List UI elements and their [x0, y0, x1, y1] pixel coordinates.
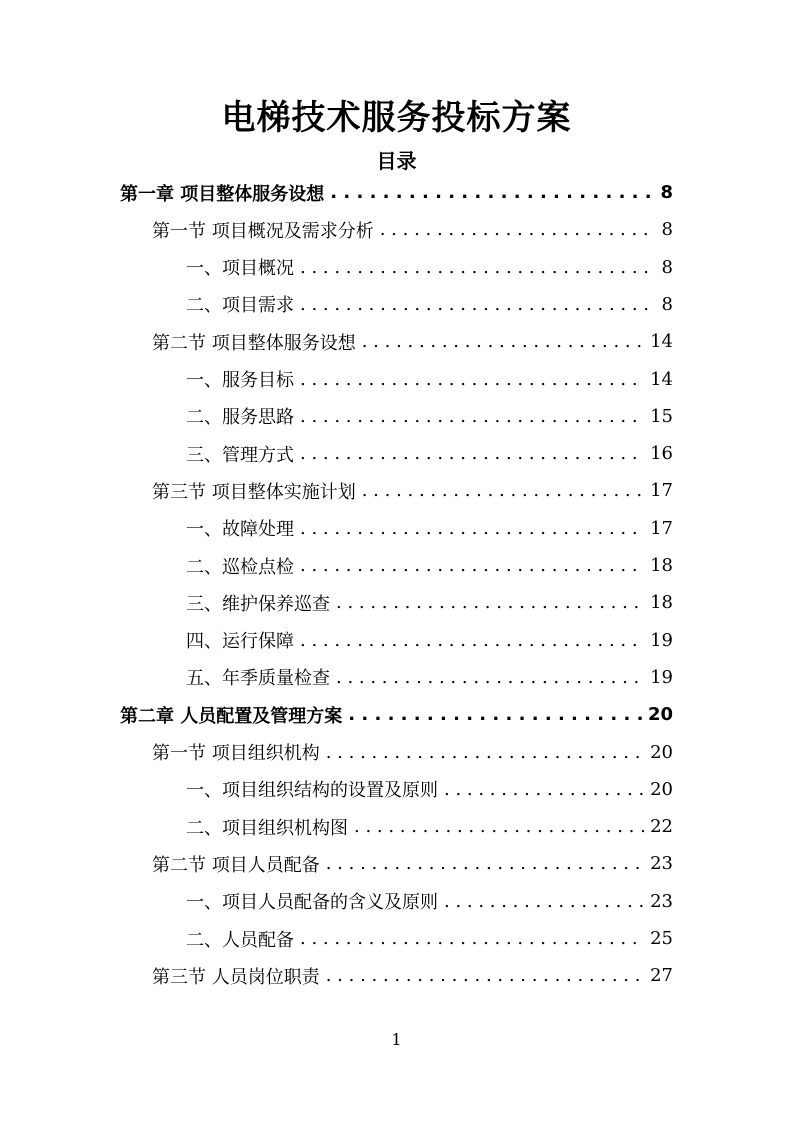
toc-entry-section[interactable]: [152, 957, 673, 994]
toc-entry-label: 第一节 项目概况及需求分析: [152, 220, 374, 242]
toc-entry-label: 第三节 人员岗位职责: [152, 966, 320, 988]
toc-entry-page-number: 8: [661, 293, 673, 315]
toc-entry-item[interactable]: [186, 510, 673, 547]
toc-entry-page-number: 25: [650, 928, 673, 949]
toc-dot-leader: [300, 257, 656, 278]
toc-dot-leader: [300, 294, 656, 315]
toc-entry-chapter[interactable]: [120, 696, 673, 733]
toc-entry-page-number: 22: [650, 816, 673, 838]
toc-entry-page-number: 19: [650, 666, 673, 688]
toc-dot-leader: [326, 742, 644, 763]
toc-entry-item[interactable]: [186, 883, 673, 920]
toc-entry-label: 二、服务思路: [186, 407, 294, 429]
toc-entry-item[interactable]: [186, 808, 673, 845]
toc-dot-leader: [300, 518, 644, 539]
toc-entry-page-number: 18: [650, 555, 673, 576]
toc-entry-page-number: 8: [661, 219, 673, 241]
toc-entry-chapter[interactable]: [120, 174, 673, 211]
toc-entry-page-number: 20: [647, 704, 673, 726]
toc-entry-label: 二、巡检点检: [186, 556, 294, 578]
toc-entry-page-number: 16: [650, 443, 673, 465]
toc-entry-label: 四、运行保障: [186, 631, 294, 653]
toc-entry-label: 一、项目组织结构的设置及原则: [186, 780, 438, 802]
toc-entry-page-number: 20: [650, 778, 673, 800]
toc-entry-item[interactable]: [186, 249, 673, 286]
toc-dot-leader: [330, 182, 654, 203]
toc-entry-item[interactable]: [186, 435, 673, 472]
toc-dot-leader: [444, 779, 644, 800]
toc-entry-label: 二、项目组织机构图: [186, 817, 348, 839]
toc-dot-leader: [444, 891, 644, 912]
toc-entry-label: 第三节 项目整体实施计划: [152, 481, 356, 503]
toc-entry-label: 第二节 项目整体服务设想: [152, 332, 356, 354]
toc-entry-section[interactable]: [152, 211, 673, 248]
toc-entry-page-number: 20: [650, 741, 673, 763]
toc-entry-label: 二、人员配备: [186, 929, 294, 951]
toc-dot-leader: [300, 630, 644, 651]
toc-entry-item[interactable]: [186, 584, 673, 621]
toc-dot-leader: [348, 704, 642, 725]
toc-entry-item[interactable]: [186, 771, 673, 808]
toc-entry-page-number: 19: [650, 629, 673, 651]
toc-entry-section[interactable]: [152, 734, 673, 771]
toc-entry-label: 一、服务目标: [186, 370, 294, 391]
toc-entry-label: 一、项目人员配备的含义及原则: [186, 892, 438, 914]
toc-dot-leader: [362, 331, 644, 352]
toc-dot-leader: [380, 219, 656, 240]
toc-entry-page-number: 27: [650, 965, 673, 987]
toc-entry-page-number: 17: [650, 480, 673, 502]
toc-dot-leader: [326, 965, 644, 986]
toc-dot-leader: [300, 406, 644, 427]
toc-dot-leader: [300, 928, 644, 949]
toc-entry-item[interactable]: [186, 361, 673, 398]
toc-entry-section[interactable]: [152, 323, 673, 360]
toc-entry-item[interactable]: [186, 286, 673, 323]
toc-entry-page-number: 8: [660, 182, 673, 203]
toc-entry-page-number: 18: [650, 592, 673, 614]
toc-entry-page-number: 23: [650, 890, 673, 912]
toc-entry-label: 一、项目概况: [186, 258, 294, 280]
toc-entry-item[interactable]: [186, 659, 673, 696]
toc-dot-leader: [362, 480, 644, 501]
toc-dot-leader: [336, 592, 644, 613]
toc-entry-label: 第二节 项目人员配备: [152, 854, 320, 876]
toc-entry-label: 三、管理方式: [186, 444, 294, 466]
toc-entry-label: 三、维护保养巡查: [186, 593, 330, 615]
page-number: 1: [391, 1030, 402, 1049]
toc-entry-label: 第一章 项目整体服务设想: [120, 183, 325, 205]
toc-entry-label: 五、年季质量检查: [186, 668, 330, 690]
toc-dot-leader: [336, 667, 644, 688]
toc-dot-leader: [300, 369, 644, 390]
toc-entry-page-number: 17: [650, 517, 673, 539]
toc-heading: 目录: [376, 149, 417, 173]
toc-entry-section[interactable]: [152, 472, 673, 509]
toc-entry-label: 一、故障处理: [186, 519, 294, 541]
toc-entry-item[interactable]: [186, 398, 673, 435]
toc-entry-page-number: 23: [650, 853, 673, 875]
toc-entry-page-number: 15: [650, 405, 673, 427]
toc-entry-item[interactable]: [186, 547, 673, 584]
toc-entry-section[interactable]: [152, 845, 673, 882]
toc-entry-label: 二、项目需求: [186, 295, 294, 317]
document-title: 电梯技术服务投标方案: [221, 98, 572, 138]
toc-entry-page-number: 14: [650, 368, 673, 390]
toc-dot-leader: [326, 853, 644, 874]
toc-entry-item[interactable]: [186, 622, 673, 659]
toc-entry-label: 第二章 人员配置及管理方案: [120, 705, 343, 727]
toc-dot-leader: [300, 555, 644, 576]
toc-dot-leader: [354, 816, 644, 837]
toc-entry-item[interactable]: [186, 920, 673, 957]
toc-entry-label: 第一节 项目组织机构: [152, 743, 320, 764]
toc-dot-leader: [300, 443, 644, 464]
toc-entry-page-number: 8: [661, 256, 673, 278]
toc-entry-page-number: 14: [650, 331, 673, 353]
